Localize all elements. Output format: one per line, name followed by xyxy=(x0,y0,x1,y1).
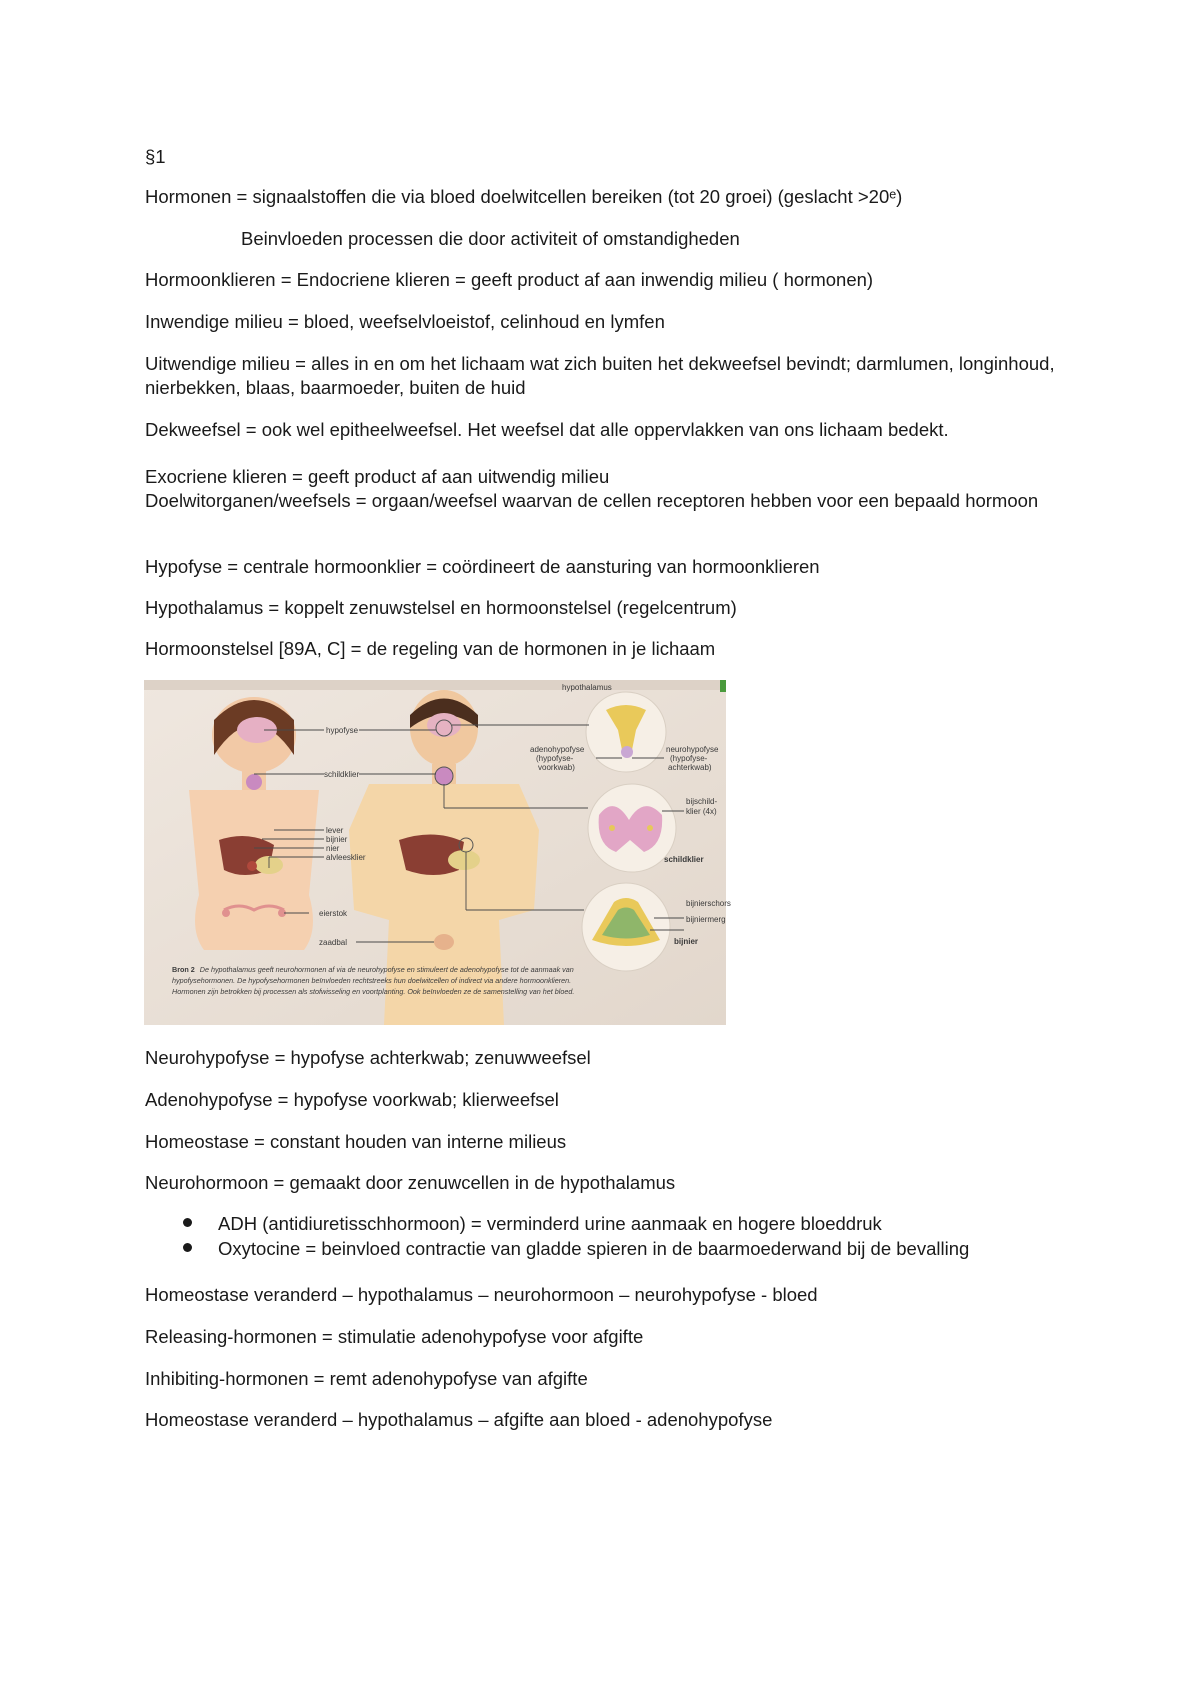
section-heading: §1 xyxy=(145,146,166,167)
label-hypothalamus: hypothalamus xyxy=(562,683,612,692)
label-schildklier-right: schildklier xyxy=(664,855,704,864)
line-exocriene-klieren: Exocriene klieren = geeft product af aan uitwendig milieu xyxy=(145,466,610,487)
line-inhibiting-hormonen: Inhibiting-hormonen = remt adenohypofyse van afgifte xyxy=(145,1368,588,1389)
line-neurohypofyse: Neurohypofyse = hypofyse achterkwab; zenuwweefsel xyxy=(145,1047,591,1068)
schildklier-detail xyxy=(588,784,676,872)
label-bijschildklier-1: bijschild- xyxy=(686,797,718,806)
label-adeno-sub1: (hypofyse- xyxy=(536,754,574,763)
label-alvleesklier: alvleesklier xyxy=(326,853,366,862)
bijnier-detail xyxy=(582,883,670,971)
label-schildklier-left: schildklier xyxy=(324,770,360,779)
label-zaadbal: zaadbal xyxy=(319,938,348,947)
label-adeno-sub2: voorkwab) xyxy=(538,763,575,772)
label-neuro-sub1: (hypofyse- xyxy=(670,754,708,763)
label-neurohypofyse: neurohypofyse xyxy=(666,745,719,754)
line-homeostase-adenohypofyse: Homeostase veranderd – hypothalamus – afgifte aan bloed - adenohypofyse xyxy=(145,1409,773,1430)
label-adenohypofyse: adenohypofyse xyxy=(530,745,585,754)
label-bijnier-left: bijnier xyxy=(326,835,348,844)
list-item xyxy=(145,1236,969,1261)
line-hormonen: Hormonen = signaalstoffen die via bloed doelwitcellen bereiken (tot 20 groei) (geslacht >20ᵉ) xyxy=(145,186,903,207)
label-bijnier-right: bijnier xyxy=(674,937,699,946)
line-dekweefsel: Dekweefsel = ook wel epitheelweefsel. Het weefsel dat alle oppervlakken van ons lichaam bedekt. xyxy=(145,419,949,440)
figure-caption-line-1 xyxy=(172,965,574,974)
figure-caption-line-3: Hormonen zijn betrokken bij processen als stofwisseling en voortplanting. Ook beïnvloeden ze de samenstelling van het bloed. xyxy=(172,987,575,996)
line-releasing-hormonen: Releasing-hormonen = stimulatie adenohypofyse voor afgifte xyxy=(145,1326,644,1347)
label-lever: lever xyxy=(326,826,344,835)
label-neuro-sub2: achterkwab) xyxy=(668,763,712,772)
line-neurohormoon: Neurohormoon = gemaakt door zenuwcellen in de hypothalamus xyxy=(145,1172,676,1193)
label-eierstok: eierstok xyxy=(319,909,348,918)
line-hypofyse: Hypofyse = centrale hormoonklier = coördineert de aansturing van hormoonklieren xyxy=(145,556,820,577)
hypothalamus-detail xyxy=(586,692,666,772)
line-inwendig-milieu: Inwendige milieu = bloed, weefselvloeistof, celinhoud en lymfen xyxy=(145,311,665,332)
line-doelwitorganen: Doelwitorganen/weefsels = orgaan/weefsel waarvan de cellen receptoren hebben voor een bepaald hormoon xyxy=(145,490,1039,511)
bullet-icon xyxy=(183,1218,192,1227)
figure-caption-bron: Bron 2 xyxy=(172,965,195,974)
line-adenohypofyse: Adenohypofyse = hypofyse voorkwab; klierweefsel xyxy=(145,1089,559,1110)
bullet-text: Oxytocine = beinvloed contractie van gladde spieren in de baarmoederwand bij de bevalling xyxy=(218,1238,970,1259)
list-item xyxy=(145,1211,969,1236)
label-nier: nier xyxy=(326,844,340,853)
label-bijschildklier-2: klier (4x) xyxy=(686,807,717,816)
figure-caption-line-2: hypofysehormonen. De hypofysehormonen beïnvloeden rechtstreeks hun doelwitcellen of indirect via andere hormoonklieren. xyxy=(172,976,572,985)
line-uitwendig-milieu: Uitwendige milieu = alles in en om het lichaam wat zich buiten het dekweefsel bevindt; darmlumen, longinhoud, nierbekken, blaas, baarmoeder, buiten de huid xyxy=(145,353,1055,398)
label-bijnierschors: bijnierschors xyxy=(686,899,731,908)
line-hormoonklieren: Hormoonklieren = Endocriene klieren = geeft product af aan inwendig milieu ( hormonen) xyxy=(145,269,874,290)
label-bijniermerg: bijniermerg xyxy=(686,915,726,924)
hormone-system-figure xyxy=(144,680,731,1025)
bullet-icon xyxy=(183,1243,192,1252)
line-homeostase: Homeostase = constant houden van interne milieus xyxy=(145,1131,567,1152)
neurohormoon-list xyxy=(145,1211,969,1261)
line-hormoonstelsel: Hormoonstelsel [89A, C] = de regeling van de hormonen in je lichaam xyxy=(145,638,716,659)
label-hypofyse: hypofyse xyxy=(326,726,359,735)
bullet-text: ADH (antidiuretisschhormoon) = verminderd urine aanmaak en hogere bloeddruk xyxy=(218,1213,882,1234)
figure-caption-text-1: De hypothalamus geeft neurohormonen af via de neurohypofyse en stimuleert de adenohypofyse tot de aanmaak van xyxy=(199,965,574,974)
line-hypothalamus: Hypothalamus = koppelt zenuwstelsel en hormoonstelsel (regelcentrum) xyxy=(145,597,737,618)
line-homeostase-neurohormoon: Homeostase veranderd – hypothalamus – neurohormoon – neurohypofyse - bloed xyxy=(145,1284,818,1305)
line-beinvloeden: Beinvloeden processen die door activiteit of omstandigheden xyxy=(241,228,740,249)
